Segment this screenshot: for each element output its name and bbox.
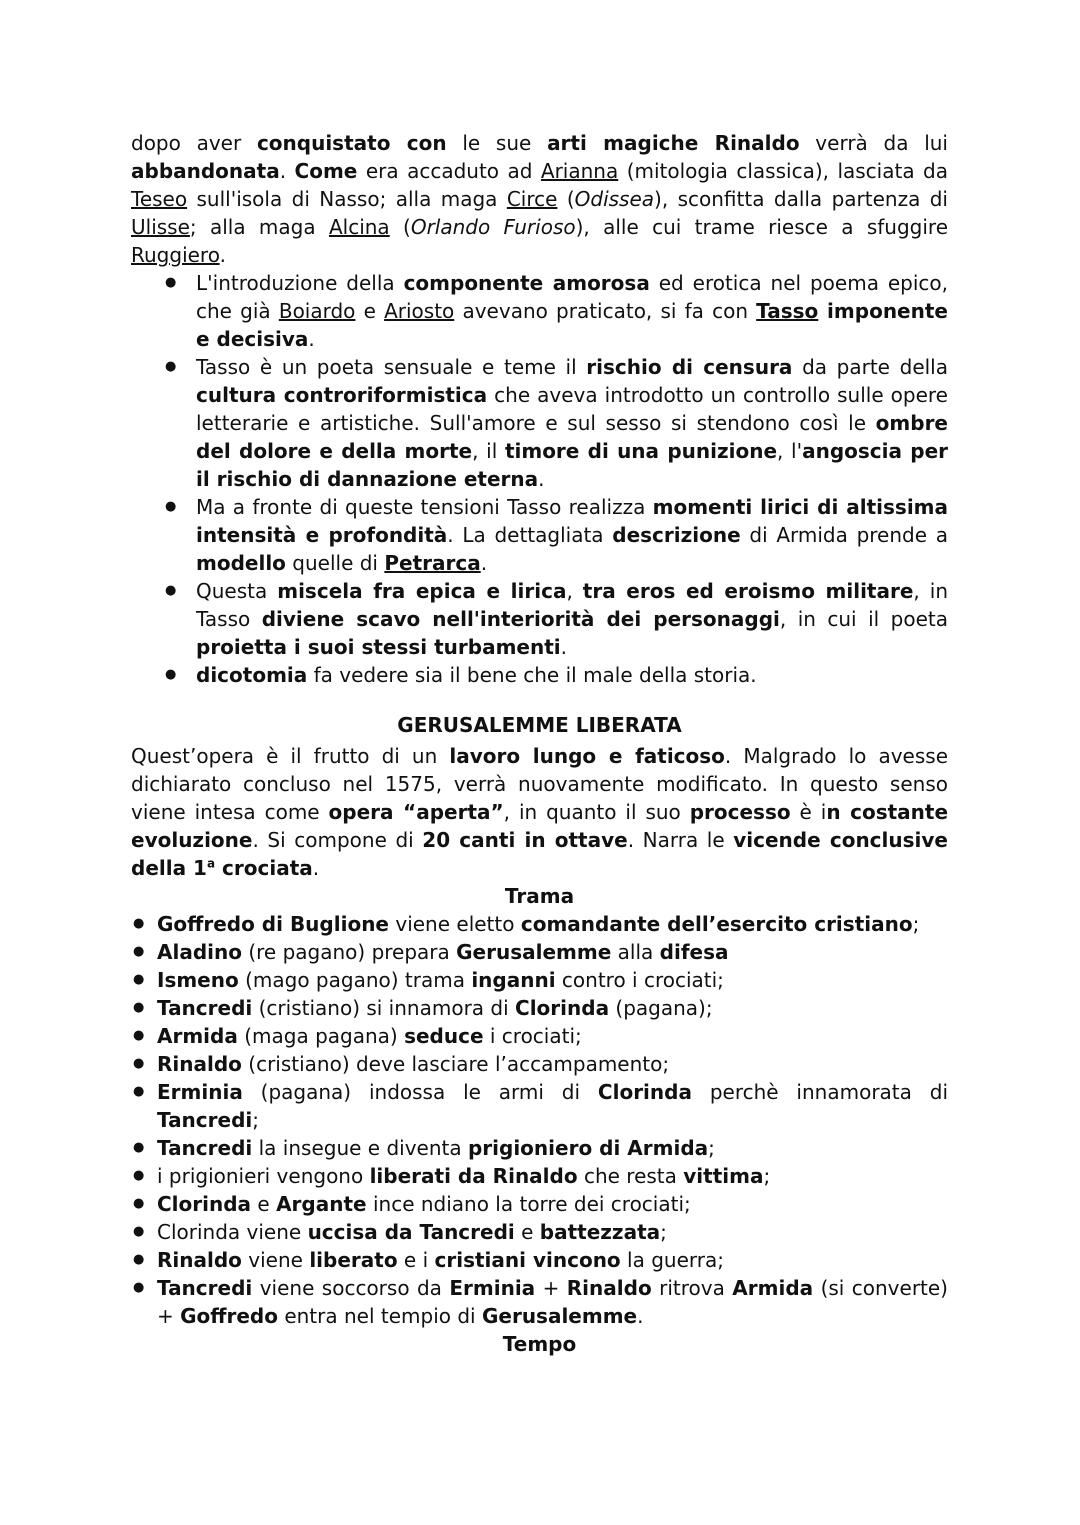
text-run: ( [389, 215, 411, 239]
theme-bullet [131, 493, 948, 577]
bold-text: comandante dell’esercito cristiano [520, 912, 913, 936]
bold-text: Gerusalemme [481, 1304, 638, 1328]
text-run: dopo aver [131, 131, 257, 155]
text-run: . [308, 327, 315, 351]
bold-text: angoscia per il rischio di dannazione eterna [196, 439, 949, 491]
text-run: (cristiano) si innamora di [252, 996, 516, 1020]
text-run: viene soccorso da [252, 1276, 450, 1300]
text-run: da parte della [792, 355, 948, 379]
text-run: e [514, 1220, 540, 1244]
bold-text: proietta i suoi stessi turbamenti [196, 635, 561, 659]
text-run: ; alla maga [189, 215, 329, 239]
bold-text: difesa [659, 940, 729, 964]
text-run: , il [472, 439, 505, 463]
text-run: i crociati; [483, 1024, 582, 1048]
text-run: , in Tasso [196, 579, 948, 631]
text-run: quelle di [285, 551, 385, 575]
text-run: che aveva introdotto un controllo sulle opere letterarie e artistiche. Sull'amore e sul sesso si stendono così le [196, 383, 948, 435]
text-run: ), alle cui trame riesce a sfuggire [575, 215, 949, 239]
intro-paragraph [131, 129, 948, 269]
bold-text: Tancredi [157, 1276, 253, 1300]
document-page [131, 129, 948, 1358]
bold-text: n costante evoluzione [131, 800, 949, 852]
underlined-term: Tasso [756, 299, 819, 323]
bold-text: crociata [215, 856, 313, 880]
text-run: L'introduzione della [196, 271, 404, 295]
text-run: . [480, 551, 488, 575]
text-run: . [538, 467, 545, 491]
trama-item [131, 1134, 948, 1162]
trama-item [131, 966, 948, 994]
text-run: (si converte) + [157, 1276, 948, 1328]
underlined-term: Alcina [328, 215, 390, 239]
text-run: (re pagano) prepara [241, 940, 457, 964]
text-run: . [312, 856, 320, 880]
bold-text: conquistato con [256, 131, 447, 155]
text-run: le sue [446, 131, 548, 155]
underlined-term: Ulisse [131, 215, 190, 239]
bold-text: a [206, 856, 216, 871]
trama-list [131, 910, 948, 1330]
underlined-term: Petrarca [384, 551, 481, 575]
text-run: (pagana) indossa le armi di [242, 1080, 598, 1104]
bold-text: cultura controriformistica [196, 383, 488, 407]
text-run: (mago pagano) trama [238, 968, 472, 992]
bold-text: momenti lirici di altissima intensità e profondità [196, 495, 949, 547]
bold-text: Ismeno [157, 968, 239, 992]
themes-list [131, 269, 948, 689]
text-run: ; [252, 1108, 260, 1132]
text-run: Odissea [574, 187, 655, 211]
trama-item [131, 1022, 948, 1050]
bold-text: inganni [471, 968, 556, 992]
trama-item [131, 1274, 948, 1330]
bold-text: liberato [309, 1248, 398, 1272]
text-run: e [251, 1192, 277, 1216]
bold-text: abbandonata [131, 159, 280, 183]
text-run: ; [763, 1164, 771, 1188]
text-run: , [566, 579, 583, 603]
text-run: (mitologia classica), lasciata da [618, 159, 949, 183]
text-run: , l' [777, 439, 803, 463]
trama-item [131, 1246, 948, 1274]
bold-text: miscela fra epica e lirica [277, 579, 567, 603]
text-run: . La dettagliata [447, 523, 613, 547]
text-run: avevano praticato, si fa con [454, 299, 757, 323]
bold-text: Armida [157, 1024, 238, 1048]
bold-text: componente amorosa [403, 271, 650, 295]
text-run: sull'isola di Nasso; alla maga [187, 187, 507, 211]
bold-text: modello [196, 551, 286, 575]
bold-text: dicotomia [196, 663, 308, 687]
trama-item [131, 994, 948, 1022]
bold-text: battezzata [539, 1220, 661, 1244]
theme-bullet [131, 269, 948, 353]
underlined-term: Boiardo [278, 299, 356, 323]
text-run: la insegue e diventa [252, 1136, 468, 1160]
bold-text: liberati da Rinaldo [369, 1164, 578, 1188]
text-run: perchè innamorata di [691, 1080, 949, 1104]
bold-text: vittima [683, 1164, 764, 1188]
underlined-term: Arianna [540, 159, 619, 183]
underlined-term: Teseo [131, 187, 188, 211]
bold-text: Clorinda [597, 1080, 692, 1104]
bold-text: Rinaldo [566, 1276, 652, 1300]
text-run: alla [611, 940, 660, 964]
section-paragraph [131, 742, 948, 882]
bold-text: Tancredi [157, 1136, 253, 1160]
bold-text: Armida [732, 1276, 814, 1300]
text-run: Orlando Furioso [410, 215, 576, 239]
trama-item [131, 1218, 948, 1246]
bold-text: prigioniero di Armida [467, 1136, 709, 1160]
text-run: viene [241, 1248, 310, 1272]
text-run: Quest’opera è il frutto di un [131, 744, 450, 768]
trama-heading: Trama [504, 884, 575, 908]
bold-text: opera “aperta” [328, 800, 504, 824]
theme-bullet [131, 353, 948, 493]
text-run: ; [708, 1136, 715, 1160]
text-run: i prigionieri vengono [157, 1164, 370, 1188]
text-run: verrà da lui [799, 131, 948, 155]
trama-item [131, 1050, 948, 1078]
bold-text: processo [689, 800, 791, 824]
bold-text: rischio di censura [586, 355, 793, 379]
bold-text: Tancredi [157, 1108, 253, 1132]
trama-item [131, 1162, 948, 1190]
text-run: che resta [577, 1164, 684, 1188]
trama-item [131, 1190, 948, 1218]
bold-text: lavoro lungo e faticoso [449, 744, 725, 768]
text-run: ritrova [651, 1276, 733, 1300]
text-run: . Narra le [627, 828, 734, 852]
text-run: fa vedere sia il bene che il male della storia. [307, 663, 757, 687]
bold-text: diviene scavo nell'interiorità dei personaggi [261, 607, 780, 631]
text-run: Tasso è un poeta sensuale e teme il [196, 355, 587, 379]
text-run: ed erotica nel poema epico, che già [196, 271, 949, 323]
bold-text: Erminia [449, 1276, 536, 1300]
theme-bullet [131, 661, 948, 689]
underlined-term: Ariosto [384, 299, 455, 323]
bold-text: ombre del dolore e della morte [196, 411, 948, 463]
text-run: ), sconfitta dalla partenza di [654, 187, 948, 211]
text-run: + [535, 1276, 567, 1300]
text-run: è i [790, 800, 827, 824]
text-run: . Malgrado lo avesse dichiarato concluso nel 1575, verrà nuovamente modificato. In questo senso viene intesa come [131, 744, 948, 824]
underlined-term: Circe [506, 187, 558, 211]
trama-item [131, 1078, 948, 1134]
bold-text: uccisa da Tancredi [307, 1220, 515, 1244]
bold-text: Tancredi [157, 996, 253, 1020]
bold-text: Clorinda [515, 996, 610, 1020]
bold-text: Goffredo di Buglione [157, 912, 389, 936]
bold-text: Gerusalemme [456, 940, 612, 964]
trama-item [131, 910, 948, 938]
text-run: . Si compone di [252, 828, 423, 852]
bold-text: Clorinda [157, 1192, 252, 1216]
bold-text: seduce [404, 1024, 484, 1048]
text-run: , in cui il poeta [779, 607, 948, 631]
text-run: . [219, 243, 226, 267]
bold-text: Argante [276, 1192, 367, 1216]
text-run: ; [912, 912, 920, 936]
bold-text: imponente e decisiva [196, 299, 948, 351]
text-run: viene eletto [389, 912, 521, 936]
underlined-term: Ruggiero [131, 243, 220, 267]
text-run: . [279, 159, 295, 183]
text-run: e i [397, 1248, 435, 1272]
text-run: Ma a fronte di queste tensioni Tasso realizza [196, 495, 653, 519]
bold-text: descrizione [612, 523, 741, 547]
text-run: Clorinda viene [157, 1220, 308, 1244]
text-run: la guerra; [620, 1248, 724, 1272]
bold-text: Come [294, 159, 358, 183]
bold-text: Goffredo [180, 1304, 278, 1328]
trama-item [131, 938, 948, 966]
text-run: (maga pagana) [237, 1024, 405, 1048]
text-run: Questa [196, 579, 278, 603]
bold-text: Rinaldo [157, 1052, 242, 1076]
text-run: , in quanto il suo [503, 800, 690, 824]
bold-text: arti magiche Rinaldo [547, 131, 800, 155]
text-run: . [637, 1304, 644, 1328]
text-run: contro i crociati; [555, 968, 724, 992]
bold-text: Erminia [157, 1080, 243, 1104]
section-title: GERUSALEMME LIBERATA [397, 713, 682, 737]
bold-text: Aladino [157, 940, 242, 964]
text-run: ; [660, 1220, 667, 1244]
theme-bullet [131, 577, 948, 661]
text-run: era accaduto ad [357, 159, 541, 183]
text-run: (pagana); [609, 996, 713, 1020]
bold-text: tra eros ed eroismo militare [582, 579, 914, 603]
text-run: ( [557, 187, 575, 211]
bold-text: cristiani vincono [434, 1248, 621, 1272]
tempo-heading: Tempo [502, 1332, 577, 1356]
text-run: . [560, 635, 567, 659]
bold-text: 20 canti in ottave [422, 828, 628, 852]
bold-text: vicende conclusive della 1 [131, 828, 948, 880]
text-run: ince ndiano la torre dei crociati; [366, 1192, 691, 1216]
bold-text: Rinaldo [157, 1248, 242, 1272]
text-run: di Armida prende a [740, 523, 948, 547]
bold-text: timore di una punizione [504, 439, 778, 463]
text-run: e [355, 299, 385, 323]
text-run: entra nel tempio di [277, 1304, 482, 1328]
text-run: (cristiano) deve lasciare l’accampamento; [241, 1052, 670, 1076]
